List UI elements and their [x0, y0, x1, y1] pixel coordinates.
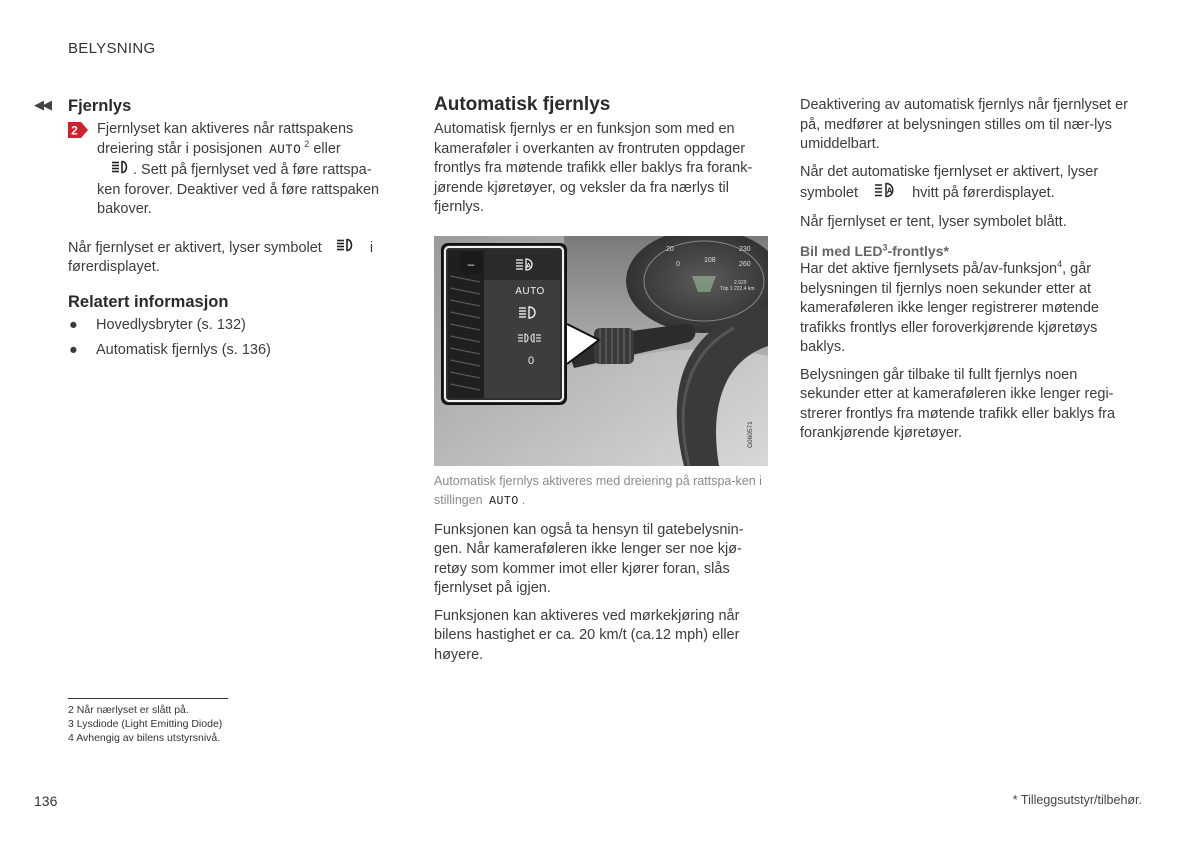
footnote-text: Når nærlyset er slått på. — [76, 704, 189, 716]
paragraph-symbol-blue: Når fjernlyset er tent, lyser symbolet blått. — [800, 213, 1067, 230]
figure-code-id: G060571 — [747, 420, 754, 448]
auto-symbol: AUTO — [269, 142, 302, 157]
figure-steering-stalk — [434, 236, 768, 466]
section-header: BELYSNING — [68, 40, 156, 57]
footnote — [68, 703, 222, 717]
high-beam-indicator-paragraph — [68, 238, 390, 278]
para4-b: , går belysningen til fjernlys noen sekunder etter at kameraføleren ikke lenger registrerer møtende trafikks frontlys eller foroverkjørende kjøretøys baklys. — [800, 261, 1099, 355]
step-number: 2 — [71, 123, 78, 138]
gauge-label-left-bottom: 0 — [676, 260, 680, 268]
sub-b: -frontlys* — [887, 243, 949, 259]
step-badge-icon — [68, 122, 88, 138]
related-link-label[interactable]: Automatisk fjernlys (s. 136) — [96, 342, 271, 359]
paragraph-deactivation: Deaktivering av automatisk fjernlys når fjernlyset er på, medfører at belysningen stilles om til nær-lys umiddelbart. — [800, 97, 1128, 152]
footnote-number: 4 — [68, 732, 74, 744]
bullet-dot: ● — [69, 316, 78, 333]
column-right — [800, 96, 1134, 444]
related-links-list — [68, 316, 390, 361]
svg-text:A: A — [525, 262, 532, 270]
related-info-title: Relatert informasjon — [68, 292, 229, 311]
footnote-number: 2 — [68, 704, 74, 716]
para4-a: Har det aktive fjernlysets på/av-funksjon — [800, 261, 1058, 277]
caption-end: . — [521, 492, 526, 507]
paragraph-symbol-white — [800, 163, 1134, 205]
related-link[interactable] — [68, 316, 390, 336]
gauge-trip-a: 2.929 — [734, 279, 747, 286]
sub-a: Bil med LED — [800, 243, 883, 259]
intro-paragraph: Automatisk fjernlys er en funksjon som med en kameraføler i overkanten av frontruten oppdager frontlys fra møtende trafikk eller baklys fra forank-jørende kjøretøyer, og veksler da fra nærlys til fjernlys. — [434, 121, 753, 215]
section-title-fjernlys: Fjernlys — [68, 97, 132, 115]
related-link-label[interactable]: Hovedlysbryter (s. 132) — [96, 316, 246, 333]
step-text — [97, 120, 390, 220]
footnote-text: Avhengig av bilens utstyrsnivå. — [76, 732, 221, 744]
svg-text:A: A — [886, 186, 893, 196]
footnote — [68, 717, 222, 731]
footer-accessory-note: * Tilleggsutstyr/tilbehør. — [1012, 793, 1142, 807]
page-number: 136 — [34, 793, 58, 809]
minus-label: – — [467, 256, 475, 271]
paragraph-activation-speed: Funksjonen kan aktiveres ved mørkekjøring når bilens hastighet er ca. 20 km/t (ca.12 mph) eller høyere. — [434, 607, 740, 663]
column-left — [68, 96, 390, 367]
column-middle — [434, 94, 768, 665]
footnotes — [68, 703, 222, 745]
auto-symbol: AUTO — [489, 494, 519, 508]
footnote-ref-2: 2 — [304, 138, 310, 149]
para2-a: Når det automatiske fjernlyset er aktivert, lyser symbolet — [800, 163, 1099, 202]
para-b: i førerdisplayet. — [68, 239, 374, 276]
zero-label: 0 — [527, 354, 535, 367]
gauge-label-right-bottom: 260 — [739, 260, 751, 268]
gauge-label-right-top: 230 — [739, 245, 751, 253]
gauge-label-mid: 108 — [704, 256, 716, 264]
step-text-a: Fjernlyset kan aktiveres når rattspakens dreiering står i posisjonen — [97, 121, 354, 157]
footnote-ref-3: 3 — [882, 242, 888, 253]
double-left-arrow-icon[interactable]: ◀◀ — [34, 97, 50, 112]
step-2 — [68, 120, 390, 220]
high-beam-icon — [336, 238, 356, 259]
high-beam-icon — [111, 160, 131, 181]
paragraph-streetlights: Funksjonen kan også ta hensyn til gatebelysnin-gen. Når kameraføleren ikke lenger ser noe kjø-retøy som kommer imot eller kjører foran, slås fjernlyset på igjen. — [434, 521, 744, 596]
footnote — [68, 731, 222, 745]
gauge-label-left: 20 — [666, 245, 674, 253]
figure-caption — [434, 472, 768, 511]
gauge-trip-b: Trip 1 222.4 km — [720, 285, 755, 292]
caption-text: Automatisk fjernlys aktiveres med dreiering på rattspa-ken i stillingen — [434, 473, 762, 507]
subheading-led-headlights — [800, 242, 1134, 260]
step-text-b: eller — [313, 140, 341, 157]
step-text-c: . Sett på fjernlyset ved å føre rattspa-ken forover. Deaktiver ved å føre rattspaken bakover. — [97, 162, 380, 218]
section-title-automatic-high-beam: Automatisk fjernlys — [434, 94, 611, 115]
paragraph-return-full-beam: Belysningen går tilbake til fullt fjernlys noen sekunder etter at kameraføleren ikke lenger regi-strerer frontlys fra møtende trafikk eller baklys fra forankjørende kjøretøyer. — [800, 366, 1116, 441]
related-link[interactable] — [68, 341, 390, 361]
step-number-badge — [68, 122, 88, 138]
bullet-dot: ● — [69, 342, 78, 359]
paragraph-led-function — [800, 260, 1134, 358]
footnote-rule — [68, 698, 228, 699]
para-a: Når fjernlyset er aktivert, lyser symbolet — [68, 239, 322, 256]
footnote-number: 3 — [68, 718, 74, 730]
auto-label: AUTO — [515, 285, 545, 297]
footnote-ref-4: 4 — [1057, 259, 1063, 270]
footnote-text: Lysdiode (Light Emitting Diode) — [76, 718, 223, 730]
auto-high-beam-icon — [874, 182, 898, 205]
steering-stalk-illustration — [434, 236, 768, 466]
para2-b: hvitt på førerdisplayet. — [912, 185, 1055, 202]
